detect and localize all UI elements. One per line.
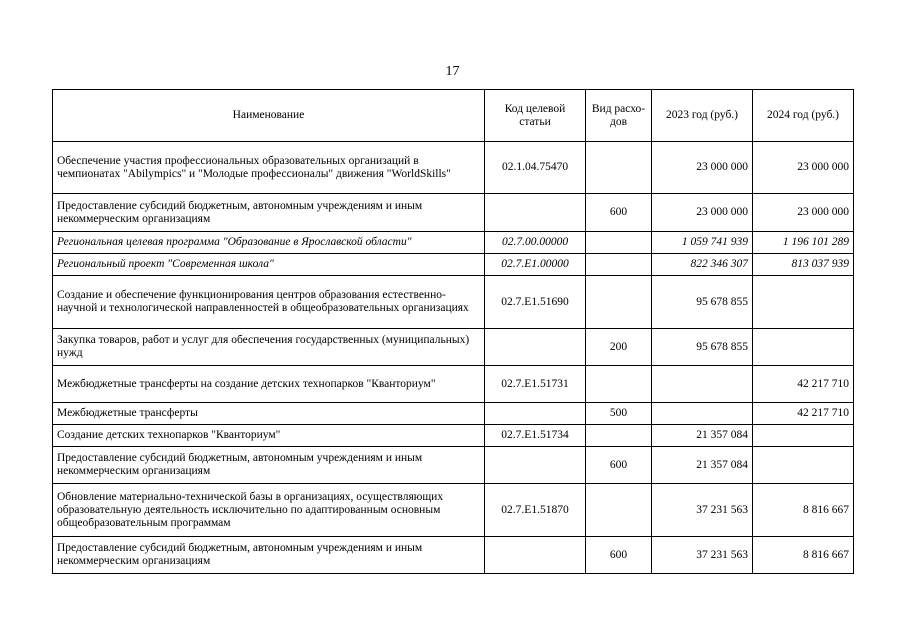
row-2024 [753,447,854,484]
row-type: 500 [586,403,652,425]
row-code: 02.7.E1.51731 [485,366,586,403]
table-row [53,329,854,366]
row-name: Обеспечение участия профессиональных образовательных организаций в чемпионатах "Abilympics" и "Молодые профессионалы" движения "WorldSkills" [53,142,485,194]
row-2024 [753,329,854,366]
row-name: Предоставление субсидий бюджетным, автономным учреждениям и иным некоммерческим организациям [53,447,485,484]
row-2024: 8 816 667 [753,484,854,537]
table-row [53,194,854,232]
row-2023: 23 000 000 [652,194,753,232]
row-2024: 23 000 000 [753,142,854,194]
row-name: Региональный проект "Современная школа" [53,254,485,276]
table-row [53,447,854,484]
row-type [586,484,652,537]
row-code [485,447,586,484]
row-code: 02.7.E1.00000 [485,254,586,276]
row-2023: 95 678 855 [652,276,753,329]
header-type: Вид расхо-дов [586,90,652,142]
row-code [485,329,586,366]
row-type [586,254,652,276]
page-number: 17 [445,64,460,79]
row-2023: 37 231 563 [652,537,753,574]
row-code: 02.7.E1.51690 [485,276,586,329]
row-type: 600 [586,537,652,574]
row-name: Региональная целевая программа "Образование в Ярославской области" [53,232,485,254]
row-2023: 21 357 084 [652,447,753,484]
row-2023: 95 678 855 [652,329,753,366]
row-2023 [652,403,753,425]
row-code: 02.7.E1.51870 [485,484,586,537]
table-row [53,254,854,276]
row-2024 [753,276,854,329]
row-code [485,194,586,232]
row-code: 02.7.E1.51734 [485,425,586,447]
header-row [53,90,854,142]
row-name: Межбюджетные трансферты [53,403,485,425]
row-code [485,537,586,574]
row-2024 [753,425,854,447]
row-2023 [652,366,753,403]
table-row [53,366,854,403]
row-type: 600 [586,194,652,232]
header-code: Код целевой статьи [485,90,586,142]
row-type: 600 [586,447,652,484]
row-type: 200 [586,329,652,366]
row-2024: 813 037 939 [753,254,854,276]
row-2023: 23 000 000 [652,142,753,194]
row-2024: 42 217 710 [753,366,854,403]
row-name: Создание и обеспечение функционирования центров образования естественно-научной и технологической направленностей в общеобразовательных организациях [53,276,485,329]
row-code: 02.1.04.75470 [485,142,586,194]
row-2024: 42 217 710 [753,403,854,425]
header-name: Наименование [53,90,485,142]
row-name: Закупка товаров, работ и услуг для обеспечения государственных (муниципальных) нужд [53,329,485,366]
table-row [53,403,854,425]
row-type [586,232,652,254]
table-row [53,537,854,574]
header-2024: 2024 год (руб.) [753,90,854,142]
row-2023: 1 059 741 939 [652,232,753,254]
row-name: Предоставление субсидий бюджетным, автономным учреждениям и иным некоммерческим организациям [53,194,485,232]
table-row [53,142,854,194]
table-row [53,276,854,329]
row-2024: 1 196 101 289 [753,232,854,254]
row-type [586,276,652,329]
row-type [586,366,652,403]
row-2023: 37 231 563 [652,484,753,537]
row-2023: 21 357 084 [652,425,753,447]
row-2024: 8 816 667 [753,537,854,574]
row-code [485,403,586,425]
row-2024: 23 000 000 [753,194,854,232]
header-2023: 2023 год (руб.) [652,90,753,142]
budget-table [52,89,854,574]
table-row [53,232,854,254]
row-name: Создание детских технопарков "Кванториум" [53,425,485,447]
row-code: 02.7.00.00000 [485,232,586,254]
row-name: Обновление материально-технической базы в организациях, осуществляющих образовательную деятельность исключительно по адаптированным основным общеобразовательным программам [53,484,485,537]
table-row [53,425,854,447]
row-type [586,142,652,194]
table-row [53,484,854,537]
row-name: Предоставление субсидий бюджетным, автономным учреждениям и иным некоммерческим организациям [53,537,485,574]
row-type [586,425,652,447]
row-name: Межбюджетные трансферты на создание детских технопарков "Кванториум" [53,366,485,403]
row-2023: 822 346 307 [652,254,753,276]
